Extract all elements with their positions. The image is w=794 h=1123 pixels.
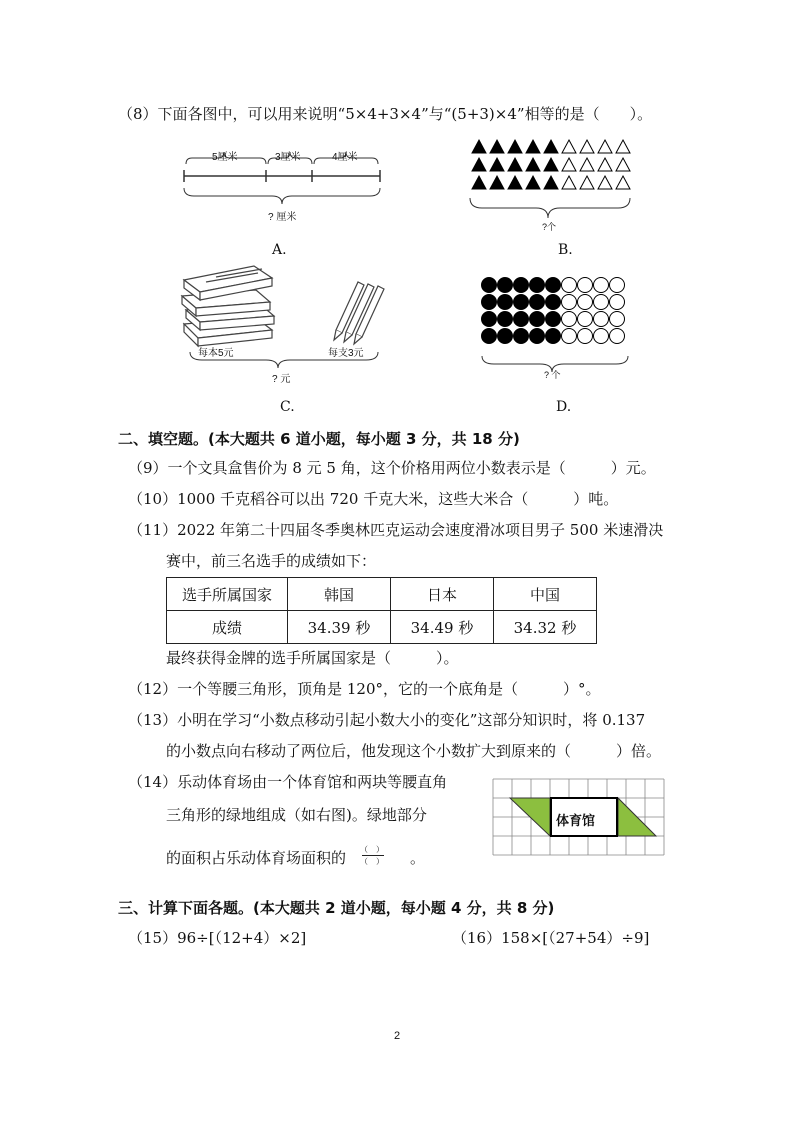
outline-circle <box>562 295 577 310</box>
filled-triangle <box>472 176 486 189</box>
option-b-diagram <box>466 136 636 234</box>
question-13-line1: （13）小明在学习“小数点移动引起小数大小的变化”这部分知识时，将 0.137 <box>128 711 646 729</box>
total-price-label: ? 元 <box>272 374 291 385</box>
filled-triangle <box>490 176 504 189</box>
outline-circle <box>610 295 625 310</box>
question-9-text: （9）一个文具盒售价为 8 元 5 角，这个价格用两位小数表示是（ ）元。 <box>128 459 656 477</box>
filled-circle <box>498 329 513 344</box>
filled-circle <box>498 312 513 327</box>
table-cell: 中国 <box>494 578 597 611</box>
stadium-figure <box>492 778 670 858</box>
outline-circle <box>610 278 625 293</box>
filled-triangle <box>544 176 558 189</box>
filled-circle <box>482 312 497 327</box>
question-16-text: （16）158×[（27+54）÷9] <box>452 929 650 947</box>
filled-triangle <box>526 158 540 171</box>
total-count-label: ? 个 <box>544 370 561 380</box>
filled-circle <box>530 329 545 344</box>
question-11-line3: 最终获得金牌的选手所属国家是（ ）。 <box>166 649 459 667</box>
outline-circle <box>594 312 609 327</box>
outline-circle <box>578 312 593 327</box>
filled-triangle <box>544 140 558 153</box>
filled-circle <box>482 278 497 293</box>
table-row <box>167 578 597 611</box>
question-15-text: （15）96÷[（12+4）×2] <box>128 929 307 947</box>
filled-circle <box>546 295 561 310</box>
outline-triangle <box>580 158 594 171</box>
outline-triangle <box>616 140 630 153</box>
option-c-diagram <box>176 260 386 385</box>
total-cm-label: ? 厘米 <box>268 212 297 223</box>
filled-triangle <box>490 140 504 153</box>
filled-circle <box>530 312 545 327</box>
outline-circle <box>594 329 609 344</box>
question-11-line1: （11）2022 年第二十四届冬季奥林匹克运动会速度滑冰项目男子 500 米速滑决 <box>128 521 664 539</box>
option-c-label: C. <box>280 399 295 415</box>
pen-price-label: 每支3元 <box>328 348 364 359</box>
pens-icon <box>334 282 384 344</box>
filled-circle <box>498 278 513 293</box>
question-14-line2: 三角形的绿地组成（如右图)。绿地部分 <box>166 806 427 824</box>
outline-triangle <box>598 140 612 153</box>
total-count-label: ?个 <box>542 222 557 232</box>
table-cell: 34.32 秒 <box>494 611 597 644</box>
outline-circle <box>594 295 609 310</box>
total-brace <box>470 198 630 218</box>
filled-circle <box>546 329 561 344</box>
books-pens-illustration <box>176 260 386 385</box>
filled-triangle <box>508 140 522 153</box>
outline-triangle <box>616 158 630 171</box>
table-row <box>167 611 597 644</box>
circle-grid <box>480 276 640 380</box>
table-cell: 日本 <box>391 578 494 611</box>
filled-triangle <box>508 158 522 171</box>
filled-triangle <box>508 176 522 189</box>
fraction-bar <box>362 855 384 856</box>
filled-triangle <box>490 158 504 171</box>
question-14-line1: （14）乐动体育场由一个体育馆和两块等腰直角 <box>128 773 448 791</box>
results-table <box>166 577 597 644</box>
outline-circle <box>610 329 625 344</box>
outline-circle <box>578 329 593 344</box>
question-12-text: （12）一个等腰三角形，顶角是 120°，它的一个底角是（ ）°。 <box>128 680 601 698</box>
option-d-label: D. <box>556 399 572 415</box>
filled-circle <box>514 278 529 293</box>
fraction-denominator-blank: （ ） <box>360 857 384 866</box>
filled-circle <box>546 278 561 293</box>
option-d-diagram <box>480 276 640 380</box>
outline-triangle <box>580 176 594 189</box>
outline-triangle <box>616 176 630 189</box>
filled-triangle <box>526 140 540 153</box>
filled-circle <box>482 295 497 310</box>
outline-triangle <box>580 140 594 153</box>
gym-label: 体育馆 <box>556 814 596 829</box>
outline-triangle <box>598 158 612 171</box>
filled-circle <box>514 295 529 310</box>
outline-circle <box>562 312 577 327</box>
section-2-title: 二、填空题。(本大题共 6 道小题，每小题 3 分，共 18 分) <box>118 430 520 448</box>
filled-circle <box>530 278 545 293</box>
question-13-line2: 的小数点向右移动了两位后，他发现这个小数扩大到原来的（ ）倍。 <box>166 742 662 760</box>
question-11-line2: 赛中，前三名选手的成绩如下： <box>166 552 377 570</box>
book-price-label: 每本5元 <box>198 348 234 359</box>
filled-triangle <box>526 176 540 189</box>
total-brace <box>184 188 380 204</box>
table-cell: 34.49 秒 <box>391 611 494 644</box>
filled-triangle <box>472 140 486 153</box>
outline-circle <box>562 329 577 344</box>
filled-triangle <box>472 158 486 171</box>
outline-circle <box>578 278 593 293</box>
page-number: 2 <box>394 1030 401 1042</box>
table-cell: 韩国 <box>288 578 391 611</box>
seg-5cm-label: 5厘米 <box>212 152 238 163</box>
fraction-numerator-blank: （ ） <box>360 845 384 854</box>
option-a-label: A. <box>272 242 287 258</box>
question-10-text: （10）1000 千克稻谷可以出 720 千克大米，这些大米合（ ）吨。 <box>128 490 619 508</box>
seg-3cm-label: 3厘米 <box>275 152 301 163</box>
filled-circle <box>546 312 561 327</box>
outline-circle <box>562 278 577 293</box>
table-cell: 选手所属国家 <box>167 578 288 611</box>
filled-circle <box>482 329 497 344</box>
outline-circle <box>594 278 609 293</box>
outline-circle <box>610 312 625 327</box>
book-stack-icon <box>182 266 274 346</box>
outline-triangle <box>562 158 576 171</box>
filled-triangle <box>544 158 558 171</box>
filled-circle <box>530 295 545 310</box>
filled-circle <box>514 329 529 344</box>
table-cell: 34.39 秒 <box>288 611 391 644</box>
filled-circle <box>514 312 529 327</box>
seg-4cm-label: 4厘米 <box>332 152 358 163</box>
question-8-text: （8）下面各图中，可以用来说明“5×4+3×4”与“(5+3)×4”相等的是（ ）。 <box>118 105 653 123</box>
question-14-line3: 的面积占乐动体育场面积的 <box>166 849 347 867</box>
option-b-label: B. <box>558 242 573 258</box>
outline-triangle <box>562 176 576 189</box>
question-14-end: 。 <box>410 849 426 867</box>
outline-circle <box>578 295 593 310</box>
filled-circle <box>498 295 513 310</box>
option-a-diagram <box>180 142 385 232</box>
section-3-title: 三、计算下面各题。(本大题共 2 道小题，每小题 4 分，共 8 分) <box>118 899 555 917</box>
outline-triangle <box>562 140 576 153</box>
outline-triangle <box>598 176 612 189</box>
table-cell: 成绩 <box>167 611 288 644</box>
